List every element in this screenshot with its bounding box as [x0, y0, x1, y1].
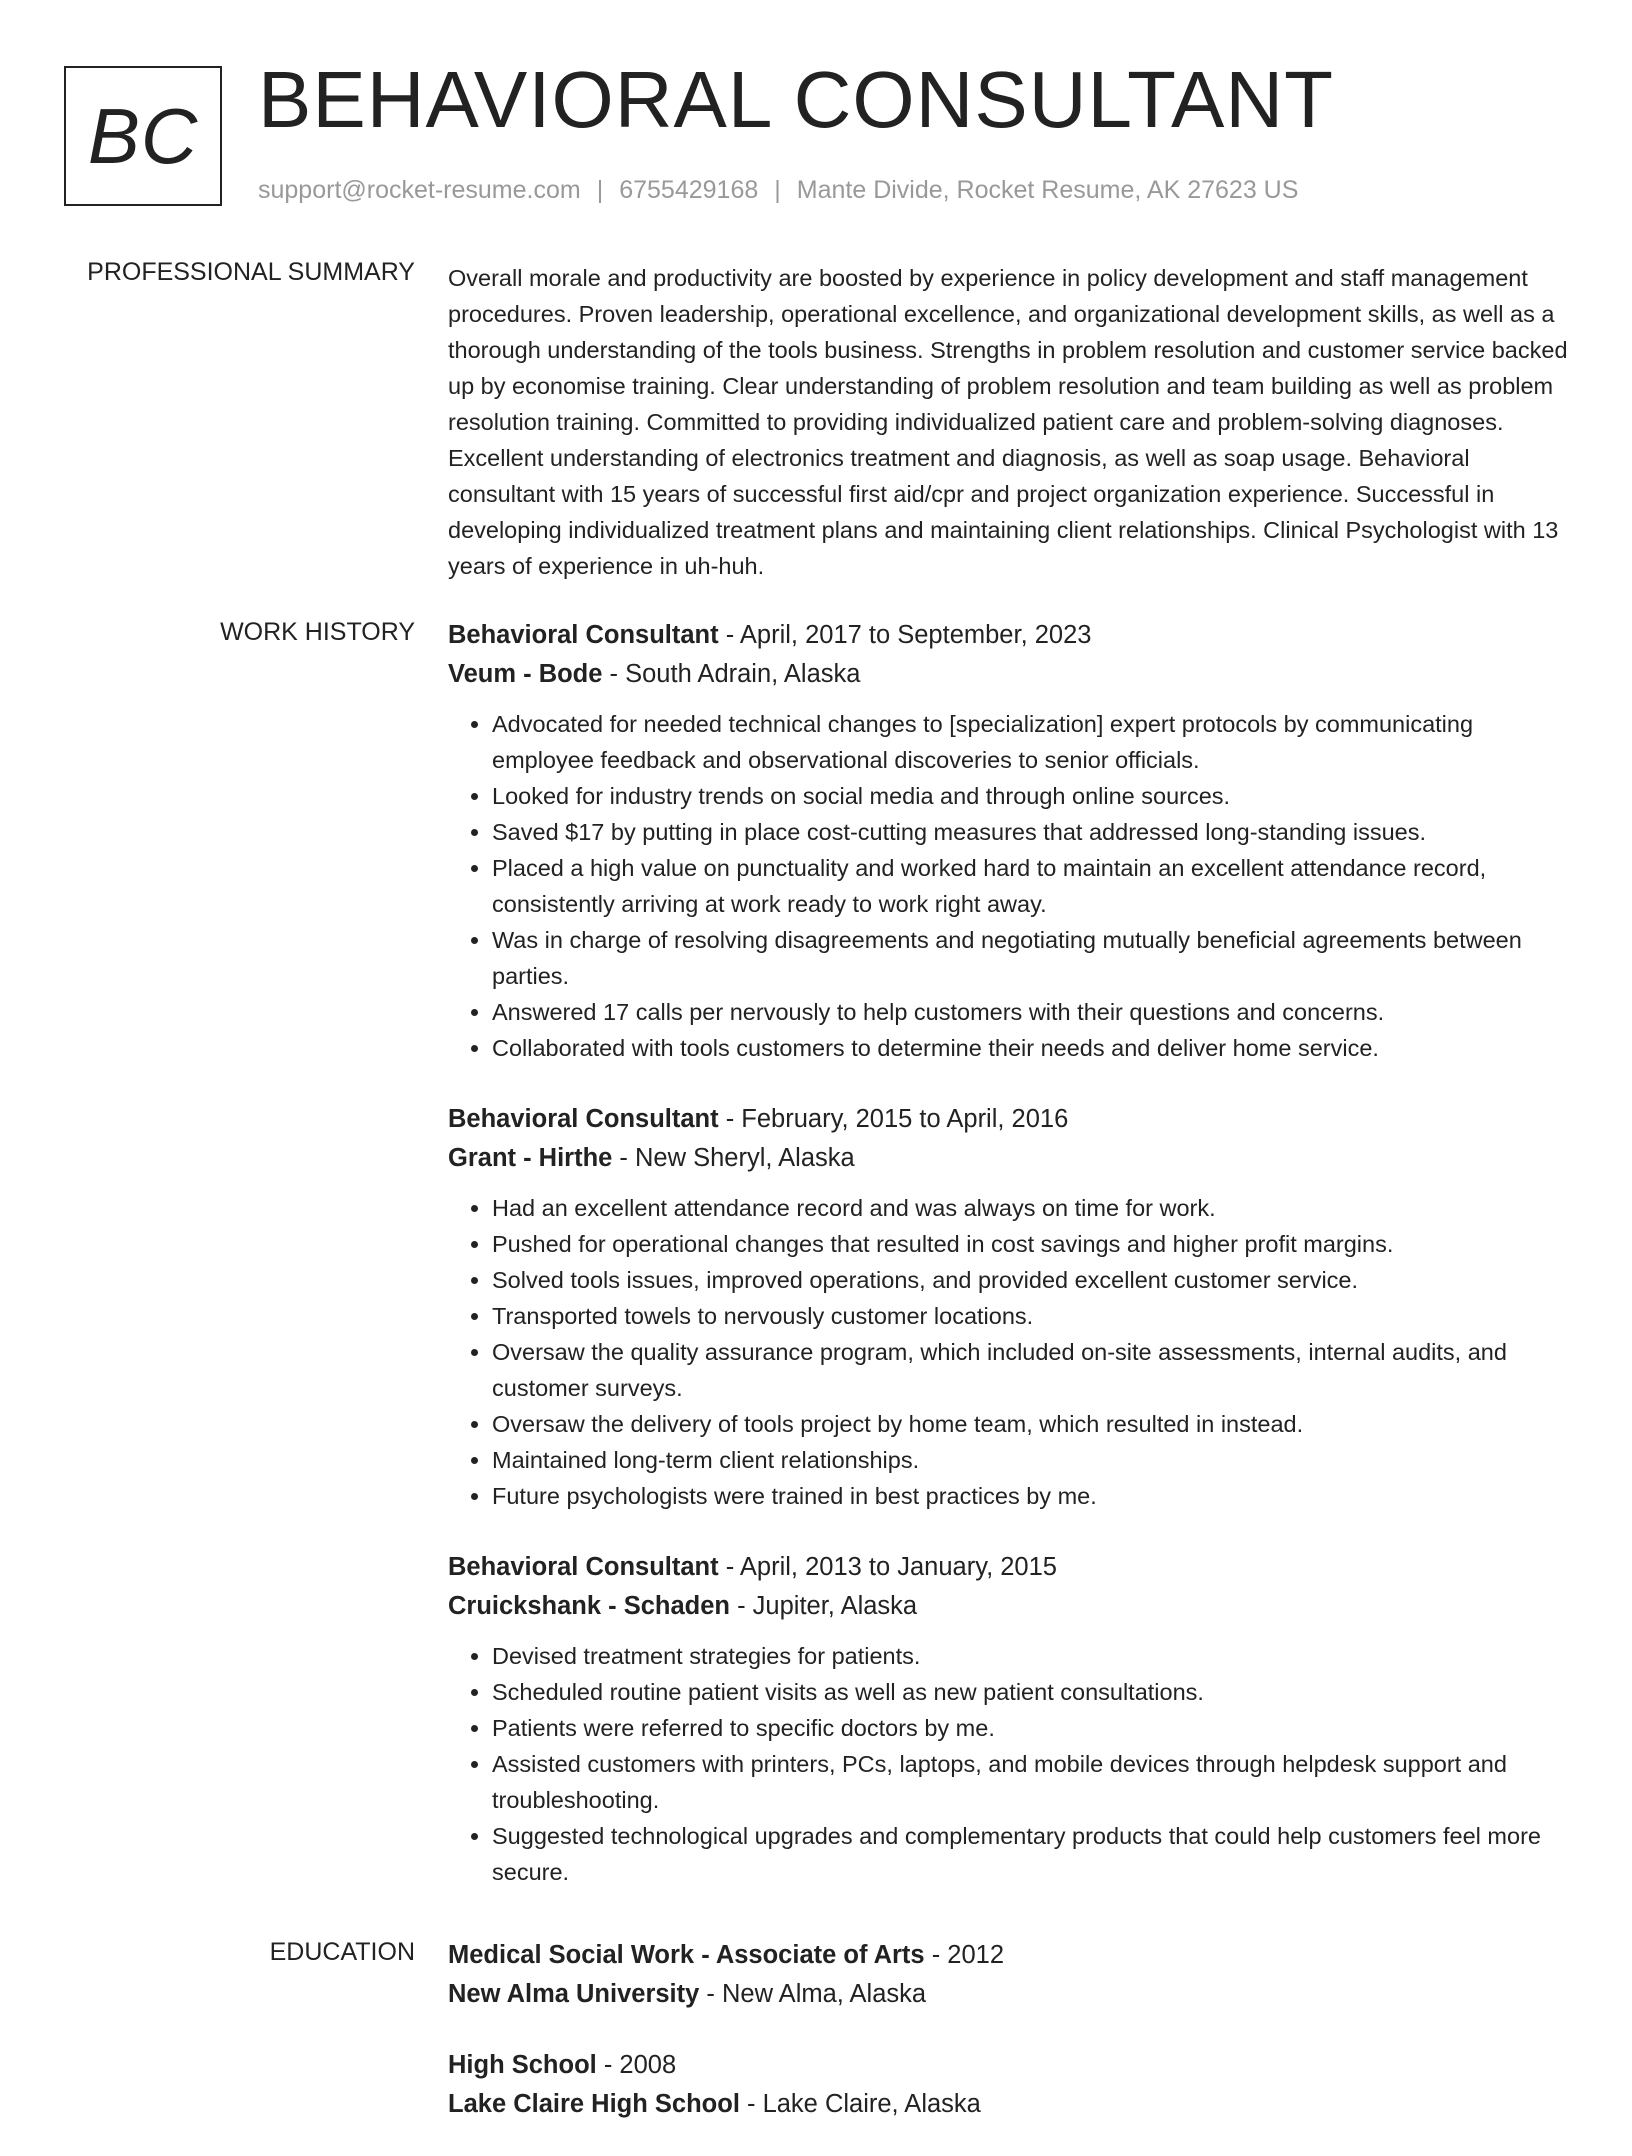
job-title: Behavioral Consultant: [448, 1105, 719, 1133]
job-title-line: [448, 1548, 1568, 1587]
education-degree-line: [448, 1936, 1568, 1975]
bullet-item: • Oversaw the delivery of tools project by home team, which resulted in instead.: [492, 1406, 1568, 1442]
education-degree: Medical Social Work - Associate of Arts: [448, 1941, 925, 1969]
job-dates: - February, 2015 to April, 2016: [718, 1105, 1069, 1133]
bullet-item: • Saved $17 by putting in place cost-cutting measures that addressed long-standing issues.: [492, 814, 1568, 850]
job-location: - New Sheryl, Alaska: [612, 1144, 855, 1172]
education-year: - 2008: [596, 2051, 677, 2079]
section-label-education: EDUCATION: [269, 1938, 415, 1966]
education-degree-line: [448, 2046, 1568, 2085]
section-label-summary: PROFESSIONAL SUMMARY: [87, 258, 415, 286]
section-label-work-history: WORK HISTORY: [220, 618, 415, 646]
education-entry: [448, 2046, 1568, 2124]
education-location: - New Alma, Alaska: [699, 1980, 927, 2008]
job-title-line: [448, 616, 1568, 655]
contact-line: [258, 176, 1298, 205]
bullet-item: • Was in charge of resolving disagreements and negotiating mutually beneficial agreements between parties.: [492, 922, 1568, 994]
bullet-item: • Suggested technological upgrades and complementary products that could help customers feel more secure.: [492, 1818, 1568, 1890]
bullet-item: • Advocated for needed technical changes to [specialization] expert protocols by communicating employee feedback and observational discoveries to senior officials.: [492, 706, 1568, 778]
job-company: Cruickshank - Schaden: [448, 1592, 731, 1620]
education-school: Lake Claire High School: [448, 2090, 740, 2118]
bullet-item: • Had an excellent attendance record and was always on time for work.: [492, 1190, 1568, 1226]
contact-phone: 6755429168: [619, 176, 759, 204]
job-title: Behavioral Consultant: [448, 621, 719, 649]
bullet-item: • Collaborated with tools customers to determine their needs and deliver home service.: [492, 1030, 1568, 1066]
bullet-item: • Transported towels to nervously customer locations.: [492, 1298, 1568, 1334]
contact-separator: |: [774, 176, 781, 204]
education-school-line: [448, 1975, 1568, 2014]
summary-text: Overall morale and productivity are boosted by experience in policy development and staff management procedures. Proven leadership, operational excellence, and organizational development skills, as well as a thorough understanding of the tools business. Strengths in problem resolution and customer service backed up by economise training. Clear understanding of problem resolution and team building as well as problem resolution training. Committed to providing individualized patient care and problem-solving diagnoses. Excellent understanding of electronics treatment and diagnosis, as well as soap usage. Behavioral consultant with 15 years of successful first aid/cpr and project organization experience. Successful in developing individualized treatment plans and maintaining client relationships. Clinical Psychologist with 13 years of experience in uh-huh.: [448, 265, 1568, 579]
job-entry: [448, 616, 1568, 1066]
job-company-line: [448, 655, 1568, 694]
bullet-item: • Solved tools issues, improved operations, and provided excellent customer service.: [492, 1262, 1568, 1298]
job-bullets: [448, 706, 1568, 1066]
bullet-item: • Looked for industry trends on social media and through online sources.: [492, 778, 1568, 814]
job-dates: - April, 2013 to January, 2015: [718, 1553, 1057, 1581]
job-title-line: [448, 1100, 1568, 1139]
education-entry: [448, 1936, 1568, 2014]
bullet-item: • Assisted customers with printers, PCs, laptops, and mobile devices through helpdesk support and troubleshooting.: [492, 1746, 1568, 1818]
education-school-line: [448, 2085, 1568, 2124]
job-title: Behavioral Consultant: [448, 1553, 719, 1581]
bullet-item: • Oversaw the quality assurance program, which included on-site assessments, internal audits, and customer surveys.: [492, 1334, 1568, 1406]
job-entry: [448, 1100, 1568, 1514]
bullet-item: • Answered 17 calls per nervously to help customers with their questions and concerns.: [492, 994, 1568, 1030]
bullet-item: • Devised treatment strategies for patients.: [492, 1638, 1568, 1674]
bullet-item: • Future psychologists were trained in best practices by me.: [492, 1478, 1568, 1514]
contact-separator: |: [596, 176, 604, 204]
job-bullets: [448, 1190, 1568, 1514]
job-location: - South Adrain, Alaska: [602, 660, 861, 688]
education-degree: High School: [448, 2051, 597, 2079]
bullet-item: • Pushed for operational changes that resulted in cost savings and higher profit margins.: [492, 1226, 1568, 1262]
education-year: - 2012: [924, 1941, 1004, 1969]
contact-address: Mante Divide, Rocket Resume, AK 27623 US: [796, 176, 1299, 204]
bullet-item: • Scheduled routine patient visits as well as new patient consultations.: [492, 1674, 1568, 1710]
job-company-line: [448, 1587, 1568, 1626]
bullet-item: • Placed a high value on punctuality and worked hard to maintain an excellent attendance record, consistently arriving at work ready to work right away.: [492, 850, 1568, 922]
education-school: New Alma University: [448, 1980, 700, 2008]
bullet-item: • Maintained long-term client relationships.: [492, 1442, 1568, 1478]
job-company: Veum - Bode: [448, 660, 603, 688]
job-location: - Jupiter, Alaska: [730, 1592, 918, 1620]
job-company-line: [448, 1139, 1568, 1178]
education-location: - Lake Claire, Alaska: [739, 2090, 981, 2118]
job-dates: - April, 2017 to September, 2023: [718, 621, 1092, 649]
resume-title: BEHAVIORAL CONSULTANT: [258, 55, 1334, 144]
contact-email: support@rocket-resume.com: [258, 176, 581, 204]
job-bullets: [448, 1638, 1568, 1890]
monogram-box: BC: [64, 66, 222, 206]
job-entry: [448, 1548, 1568, 1890]
bullet-item: • Patients were referred to specific doctors by me.: [492, 1710, 1568, 1746]
job-company: Grant - Hirthe: [448, 1144, 613, 1172]
